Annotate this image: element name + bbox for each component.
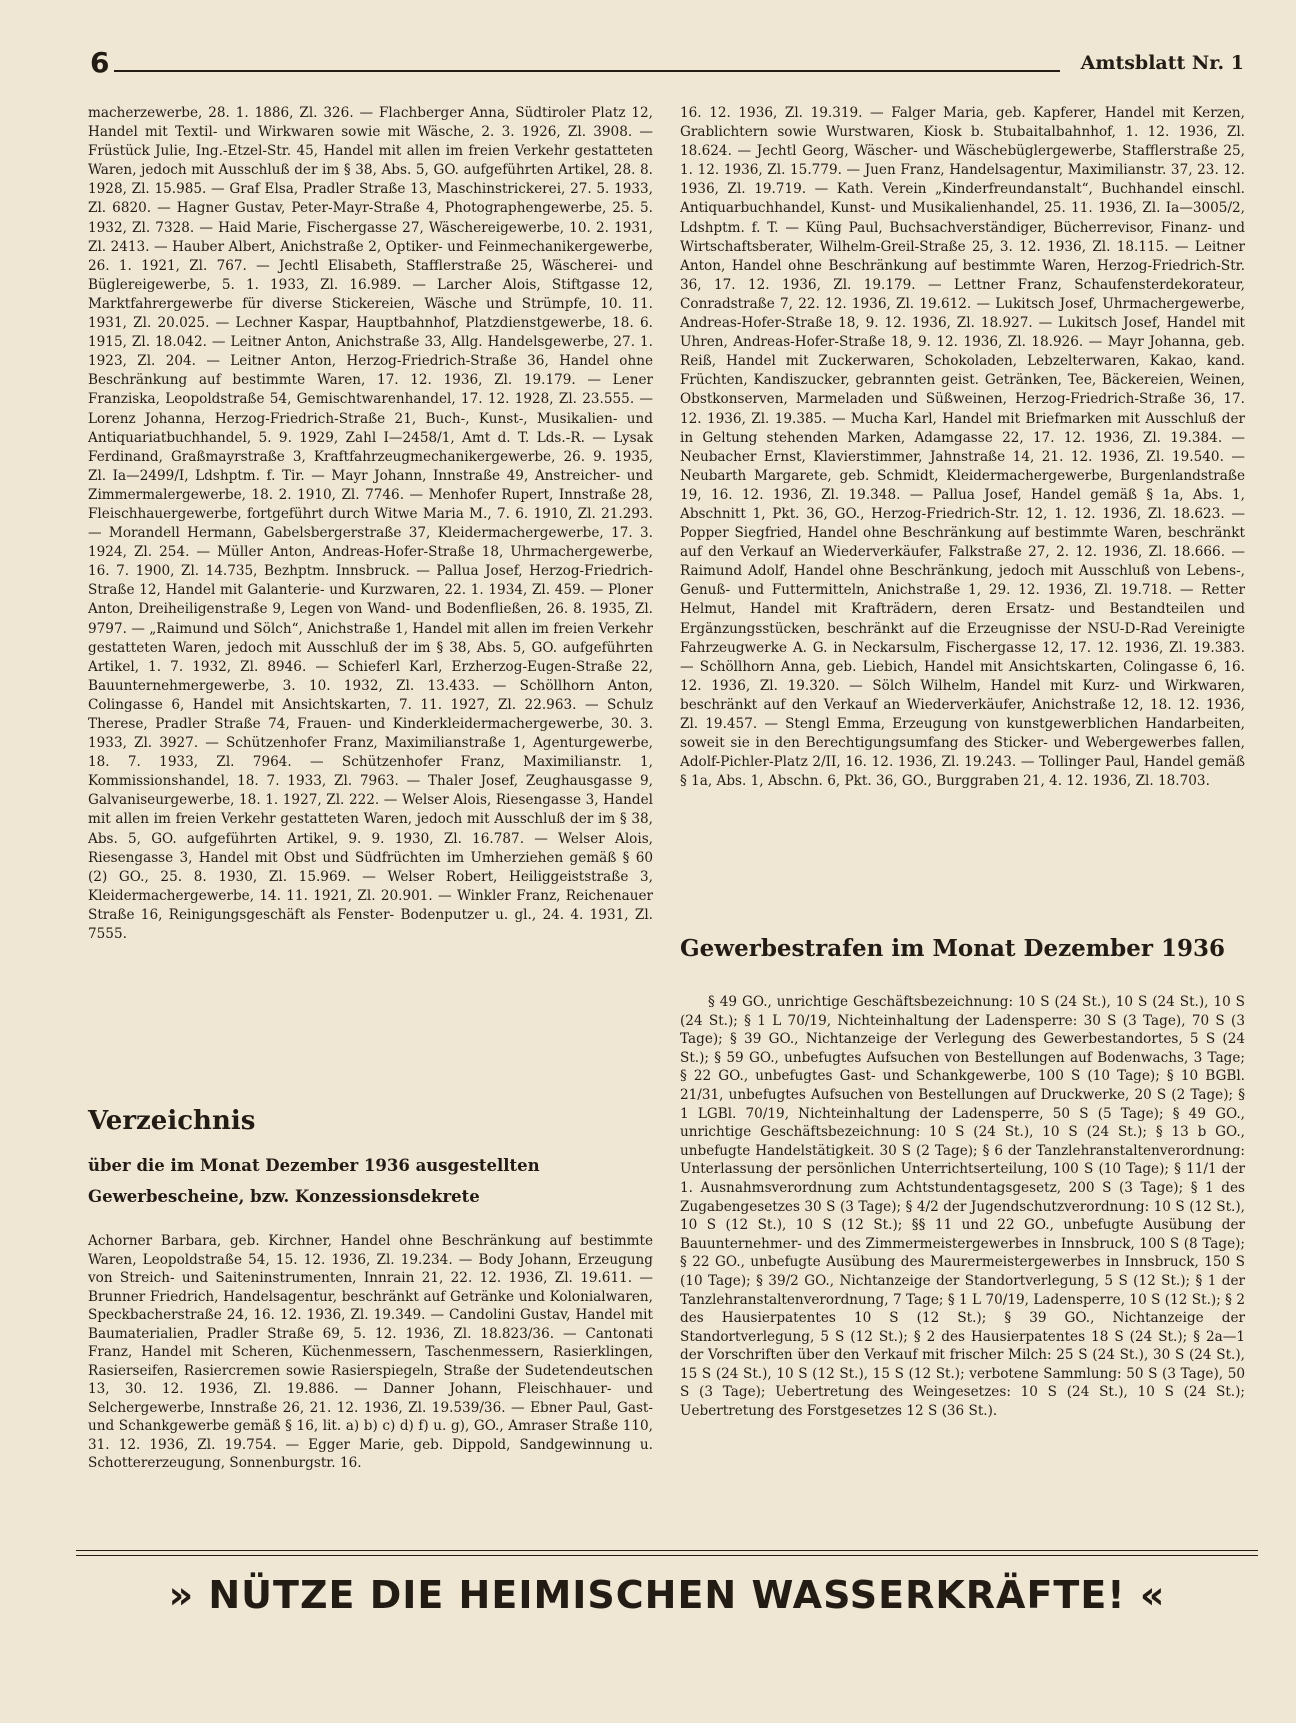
left-column <box>88 104 653 944</box>
page-number: 6 <box>90 46 110 79</box>
right-column-text: 16. 12. 1936, Zl. 19.319. — Falger Maria, geb. Kapferer, Handel mit Kerzen, Grablichtern sowie Wurstwaren, Kiosk b. Stubaitalbahnhof, 1. 12. 1936, Zl. 18.624. — Jechtl Georg, Wäscher- und Wäschebüglergewerbe, Stafflerstraße 25, 1. 12. 1936, Zl. 15.779. — Juen Franz, Handelsagentur, Maximilianstr. 37, 23. 12. 1936, Zl. 19.719. — Kath. Verein „Kinderfreundanstalt“, Buchhandel einschl. Antiquarbuchhandel, Kunst- und Musikalienhandel, 25. 11. 1936, Zl. Ia—3005/2, Ldshptm. f. T. — Küng Paul, Buchsachverständiger, Bücherrevisor, Finanz- und Wirtschaftsberater, Wilhelm-Greil-Straße 25, 3. 12. 1936, Zl. 18.115. — Leitner Anton, Handel ohne Beschränkung auf bestimmte Waren, Herzog-Friedrich-Str. 36, 17. 12. 1936, Zl. 19.179. — Lettner Franz, Schaufensterdekorateur, Conradstraße 7, 22. 12. 1936, Zl. 19.612. — Lukitsch Josef, Uhrmachergewerbe, Andreas-Hofer-Straße 18, 9. 12. 1936, Zl. 18.927. — Lukitsch Josef, Handel mit Uhren, Andreas-Hofer-Straße 18, 9. 12. 1936, Zl. 18.926. — Mayr Johanna, geb. Reiß, Handel mit Zuckerwaren, Schokoladen, Lebzelterwaren, Kakao, kand. Früchten, Kandiszucker, gebrannten geist. Getränken, Tee, Bäckereien, Weinen, Obstkonserven, Marmeladen und Süßweinen, Herzog-Friedrich-Straße 36, 17. 12. 1936, Zl. 19.385. — Mucha Karl, Handel mit Briefmarken mit Ausschluß der in Geltung stehenden Marken, Adamgasse 22, 17. 12. 1936, Zl. 19.384. — Neubacher Ernst, Klavierstimmer, Jahnstraße 14, 21. 12. 1936, Zl. 19.540. — Neubarth Margarete, geb. Schmidt, Kleidermachergewerbe, Burgenlandstraße 19, 16. 12. 1936, Zl. 19.348. — Pallua Josef, Handel gemäß § 1a, Abs. 1, Abschnitt 1, Pkt. 36, GO., Herzog-Friedrich-Str. 12, 1. 12. 1936, Zl. 18.623. — Popper Siegfried, Handel ohne Beschränkung auf bestimmte Waren, beschränkt auf den Verkauf an Wiederverkäufer, Falkstraße 27, 2. 12. 1936, Zl. 18.666. — Raimund Adolf, Handel ohne Beschränkung, jedoch mit Ausschluß von Lebens-, Genuß- und Futtermitteln, Anichstraße 1, 29. 12. 1936, Zl. 19.718. — Retter Helmut, Handel mit Krafträdern, deren Ersatz- und Bestandteilen und Ergänzungsstücken, beschränkt auf die Erzeugnisse der NSU-D-Rad Vereinigte Fahrzeugwerke A. G. in Neckarsulm, Fischergasse 12, 17. 12. 1936, Zl. 19.383. — Schöllhorn Anna, geb. Liebich, Handel mit Ansichtskarten, Colingasse 6, 16. 12. 1936, Zl. 19.320. — Sölch Wilhelm, Handel mit Kurz- und Wirkwaren, beschränkt auf den Verkauf an Wiederverkäufer, Anichstraße 12, 18. 12. 1936, Zl. 19.457. — Stengl Emma, Erzeugung von kunstgewerblichen Handarbeiten, soweit sie in den Berechtigungsumfang des Sticker- und Webergewerbes fallen, Adolf-Pichler-Platz 2/II, 16. 12. 1936, Zl. 19.243. — Tollinger Paul, Handel gemäß § 1a, Abs. 1, Abschn. 6, Pkt. 36, GO., Burggraben 21, 4. 12. 1936, Zl. 18.703. <box>680 105 1245 790</box>
banner-rule-top <box>76 1550 1258 1551</box>
right-column <box>680 104 1245 791</box>
strafen-title: Gewerbestrafen im Monat Dezember 1936 <box>680 935 1225 962</box>
left-column-text: macherzewerbe, 28. 1. 1886, Zl. 326. — Flachberger Anna, Südtiroler Platz 12, Handel mit Textil- und Wirkwaren sowie mit Wäsche, 2. 3. 1926, Zl. 3908. — Früstück Julie, Ing.-Etzel-Str. 45, Handel mit allen im freien Verkehr gestatteten Waren, jedoch mit Ausschluß der im § 38, Abs. 5, GO. aufgeführten Artikel, 28. 8. 1928, Zl. 15.985. — Graf Elsa, Pradler Straße 13, Maschinstrickerei, 27. 5. 1933, Zl. 6820. — Hagner Gustav, Peter-Mayr-Straße 4, Photographengewerbe, 25. 5. 1932, Zl. 7328. — Haid Marie, Fischergasse 27, Wäschereigewerbe, 10. 2. 1931, Zl. 2413. — Hauber Albert, Anichstraße 2, Optiker- und Feinmechanikergewerbe, 26. 1. 1921, Zl. 767. — Jechtl Elisabeth, Stafflerstraße 25, Wäscherei- und Büglereigewerbe, 5. 1. 1933, Zl. 16.989. — Larcher Alois, Stiftgasse 12, Marktfahrergewerbe für diverse Stickereien, Wäsche und Strümpfe, 10. 11. 1931, Zl. 20.025. — Lechner Kaspar, Hauptbahnhof, Platzdienstgewerbe, 18. 6. 1915, Zl. 18.042. — Leitner Anton, Anichstraße 33, Allg. Handelsgewerbe, 27. 1. 1923, Zl. 204. — Leitner Anton, Herzog-Friedrich-Straße 36, Handel ohne Beschränkung auf bestimmte Waren, 17. 12. 1936, Zl. 19.179. — Lener Franziska, Leopoldstraße 54, Gemischtwarenhandel, 17. 12. 1928, Zl. 23.555. — Lorenz Johanna, Herzog-Friedrich-Straße 21, Buch-, Kunst-, Musikalien- und Antiquariatbuchhandel, 5. 9. 1929, Zahl I—2458/1, Amt d. T. Lds.-R. — Lysak Ferdinand, Graßmayrstraße 3, Kraftfahrzeugmechanikergewerbe, 26. 9. 1935, Zl. Ia—2499/I, Ldshptm. f. Tir. — Mayr Johann, Innstraße 49, Anstreicher- und Zimmermalergewerbe, 18. 2. 1910, Zl. 7746. — Menhofer Rupert, Innstraße 28, Fleischhauergewerbe, fortgeführt durch Witwe Maria M., 7. 6. 1910, Zl. 21.293. — Morandell Hermann, Gabelsbergerstraße 37, Kleidermachergewerbe, 17. 3. 1924, Zl. 254. — Müller Anton, Andreas-Hofer-Straße 18, Uhrmachergewerbe, 16. 7. 1900, Zl. 14.735, Bezhptm. Innsbruck. — Pallua Josef, Herzog-Friedrich-Straße 12, Handel mit Galanterie- und Kurzwaren, 22. 1. 1934, Zl. 459. — Ploner Anton, Dreiheiligenstraße 9, Legen von Wand- und Bodenfließen, 26. 8. 1935, Zl. 9797. — „Raimund und Sölch“, Anichstraße 1, Handel mit allen im freien Verkehr gestatteten Waren, jedoch mit Ausschluß der im § 38, Abs. 5, GO. aufgeführten Artikel, 1. 7. 1932, Zl. 8946. — Schieferl Karl, Erzherzog-Eugen-Straße 22, Bauunternehmergewerbe, 3. 10. 1932, Zl. 13.433. — Schöllhorn Anton, Colingasse 6, Handel mit Ansichtskarten, 7. 11. 1927, Zl. 22.963. — Schulz Therese, Pradler Straße 74, Frauen- und Kinderkleidermachergewerbe, 30. 3. 1933, Zl. 3927. — Schützenhofer Franz, Maximilianstraße 1, Agenturgewerbe, 18. 7. 1933, Zl. 7964. — Schützenhofer Franz, Maximilianstr. 1, Kommissionshandel, 18. 7. 1933, Zl. 7963. — Thaler Josef, Zeughausgasse 9, Galvaniseurgewerbe, 18. 1. 1927, Zl. 222. — Welser Alois, Riesengasse 3, Handel mit allen im freien Verkehr gestatteten Waren, jedoch mit Ausschluß der im § 38, Abs. 5, GO. aufgeführten Artikel, 9. 9. 1930, Zl. 16.787. — Welser Alois, Riesengasse 3, Handel mit Obst und Südfrüchten im Umherziehen gemäß § 60 (2) GO., 25. 8. 1930, Zl. 15.969. — Welser Robert, Heiliggeiststraße 3, Kleidermachergewerbe, 14. 11. 1921, Zl. 20.901. — Winkler Franz, Reichenauer Straße 16, Reinigungsgeschäft als Fenster- Bodenputzer u. gl., 24. 4. 1931, Zl. 7555. <box>88 105 653 943</box>
verzeichnis-subtitle: über die im Monat Dezember 1936 ausgestellten Gewerbescheine, bzw. Konzessionsdekrete <box>88 1156 540 1206</box>
verzeichnis-body <box>88 1232 653 1473</box>
header-rule <box>114 70 1060 72</box>
verzeichnis-body-text: Achorner Barbara, geb. Kirchner, Handel ohne Beschränkung auf bestimmte Waren, Leopoldstraße 54, 15. 12. 1936, Zl. 19.234. — Body Johann, Erzeugung von Streich- und Saiteninstrumenten, Innrain 21, 22. 12. 1936, Zl. 19.611. — Brunner Friedrich, Handelsagentur, beschränkt auf Getränke und Kolonialwaren, Speckbacherstraße 24, 16. 12. 1936, Zl. 19.349. — Candolini Gustav, Handel mit Baumaterialien, Pradler Straße 69, 5. 12. 1936, Zl. 18.823/36. — Cantonati Franz, Handel mit Scheren, Küchenmessern, Taschenmessern, Rasierklingen, Rasierseifen, Rasiercremen sowie Rasierspiegeln, Straße der Sudetendeutschen 13, 30. 12. 1936, Zl. 19.886. — Danner Johann, Fleischhauer- und Selchergewerbe, Innstraße 26, 21. 12. 1936, Zl. 19.539/36. — Ebner Paul, Gast- und Schankgewerbe gemäß § 16, lit. a) b) c) d) f) u. g), GO., Amraser Straße 110, 31. 12. 1936, Zl. 19.754. — Egger Marie, geb. Dippold, Sandgewinnung u. Schottererzeugung, Sonnenburgstr. 16. <box>88 1233 653 1471</box>
verzeichnis-title: Verzeichnis <box>88 1106 256 1136</box>
banner-slogan: » NÜTZE DIE HEIMISCHEN WASSERKRÄFTE! « <box>168 1573 1166 1617</box>
banner-rule-bottom <box>76 1555 1258 1556</box>
journal-title: Amtsblatt Nr. 1 <box>1080 52 1244 74</box>
strafen-body <box>680 993 1245 1421</box>
strafen-body-text: § 49 GO., unrichtige Geschäftsbezeichnung: 10 S (24 St.), 10 S (24 St.), 10 S (24 St.); § 1 L 70/19, Nichteinhaltung der Ladensperre: 30 S (3 Tage), 70 S (3 Tage); § 39 GO., Nichtanzeige der Verlegung des Gewerbestandortes, 5 S (24 St.); § 59 GO., unbefugtes Aufsuchen von Bestellungen auf Bodenwachs, 3 Tage; § 22 GO., unbefugtes Gast- und Schankgewerbe, 100 S (10 Tage); § 10 BGBl. 21/31, unbefugtes Aufsuchen von Bestellungen auf Druckwerke, 20 S (2 Tage); § 1 LGBl. 70/19, Nichteinhaltung der Ladensperre, 50 S (5 Tage); § 49 GO., unrichtige Geschäftsbezeichnung: 10 S (24 St.), 10 S (24 St.); § 13 b GO., unbefugte Handelstätigkeit. 30 S (2 Tage); § 6 der Tanzlehranstaltenverordnung: Unterlassung der persönlichen Unterrichtserteilung, 100 S (10 Tage); § 11/1 der 1. Ausnahmsverordnung zum Achtstundentagsgesetz, 200 S (3 Tage); § 1 des Zugabengesetzes 30 S (3 Tage); § 4/2 der Jugendschutzverordnung: 10 S (12 St.), 10 S (12 St.), 10 S (12 St.); §§ 11 und 22 GO., unbefugte Ausübung der Bauunternehmer- und des Zimmermeistergewerbes in Innsbruck, 100 S (8 Tage); § 22 GO., unbefugte Ausübung des Maurermeistergewerbes in Innsbruck, 150 S (10 Tage); § 39/2 GO., Nichtanzeige der Standortverlegung, 5 S (12 St.); § 1 der Tanzlehranstaltenverordnung, 7 Tage; § 1 L 70/19, Ladensperre, 10 S (12 St.); § 2 des Hausierpatentes 10 S (12 St.); § 39 GO., Nichtanzeige der Standortverlegung, 5 S (12 St.); § 2 des Hausierpatentes 18 S (24 St.); § 2a—1 der Vorschriften über den Verkauf mit frischer Milch: 25 S (24 St.), 30 S (24 St.), 15 S (24 St.), 10 S (12 St.), 15 S (12 St.); verbotene Sammlung: 50 S (3 Tage), 50 S (3 Tage); Uebertretung des Weingesetzes: 10 S (24 St.), 10 S (24 St.); Uebertretung des Forstgesetzes 12 S (36 St.). <box>680 994 1245 1420</box>
